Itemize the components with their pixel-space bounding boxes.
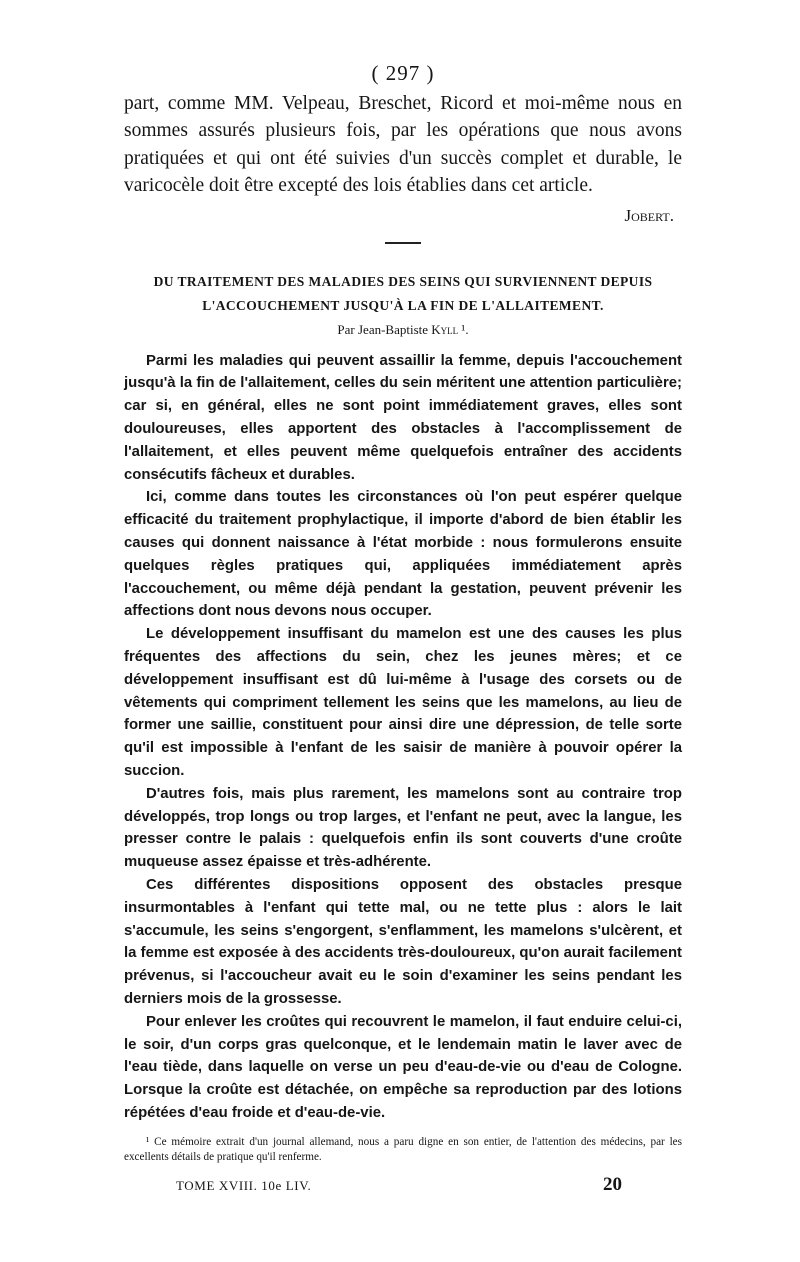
page-footer [124, 1174, 682, 1196]
section-divider [385, 242, 421, 244]
volume-signature: TOME XVIII. 10e LIV. [176, 1177, 312, 1193]
article-title-line-1: DU TRAITEMENT DES MALADIES DES SEINS QUI SURVIENNENT DEPUIS [153, 273, 653, 289]
byline-author: Kyll [431, 321, 459, 337]
article-title-line-2: L'ACCOUCHEMENT JUSQU'À LA FIN DE L'ALLAITEMENT. [202, 297, 604, 313]
body-paragraph-6: Pour enlever les croûtes qui recouvrent le mamelon, il faut enduire celui-ci, le soir, d'un corps gras quelconque, et le lendemain matin le laver avec de l'eau tiède, dans laquelle on verse un peu d'eau-de-vie ou d'eau de Cologne. Lorsque la croûte est détachée, on empêche sa reproduction par des lotions répétées d'eau froide et d'eau-de-vie. [124, 1013, 682, 1121]
body-paragraph-3: Le développement insuffisant du mamelon est une des causes les plus fréquentes des affections du sein, chez les jeunes mères; et ce développement insuffisant est dû lui-même à l'usage des corsets ou de vêtements qui compriment tellement les seins que les mamelons, au lieu de former une saillie, constituent pour ainsi dire une dépression, de telle sorte qu'il est impossible à l'enfant de les saisir de manière à pouvoir opérer la succion. [124, 626, 682, 779]
byline-prefix: Par Jean-Baptiste [337, 321, 429, 337]
article-byline [124, 318, 682, 342]
sheet-number: 20 [603, 1173, 622, 1195]
book-page [124, 58, 682, 1196]
footnote-reference: ¹. [461, 321, 469, 337]
article-body [124, 350, 682, 1125]
page-number: ( 297 ) [371, 61, 435, 85]
article-header [124, 270, 682, 342]
intro-paragraph: part, comme MM. Velpeau, Breschet, Ricord et moi-même nous en sommes assurés plusieurs fois, par les opérations que nous avons pratiquées et qui ont été suivies d'un succès complet et durable, le varicocèle doit être excepté des lois établies dans cet article. [124, 93, 682, 197]
body-paragraph-2: Ici, comme dans toutes les circonstances où l'on peut espérer quelque efficacité du traitement prophylactique, il importe d'abord de bien établir les causes qui donnent naissance à l'état morbide : nous formulerons ensuite quelques règles pratiques qui, appliquées immédiatement après l'accouchement, ou même déjà pendant la gestation, peuvent prévenir les affections dont nous devons nous occuper. [124, 489, 682, 620]
body-paragraph-5: Ces différentes dispositions opposent des obstacles presque insurmontables à l'enfant qui tette mal, ou ne tette plus : alors le lait s'accumule, les seins s'engorgent, s'enflamment, les mamelons s'ulcèrent, et la femme est exposée à des accidents très-douloureux, qu'on aurait facilement prévenus, si l'accoucheur avait eu le soin d'examiner les seins pendant les derniers mois de la grossesse. [124, 876, 682, 1007]
body-paragraph-1: Parmi les maladies qui peuvent assaillir la femme, depuis l'accouchement jusqu'à la fin de l'allaitement, celles du sein méritent une attention particulière; car si, en général, elles ne sont point immédiatement graves, elles sont douloureuses, elles apportent des obstacles à l'accomplissement de l'allaitement, et elles peuvent même quelquefois entraîner des accidents consécutifs fâcheux et durables. [124, 352, 682, 483]
body-paragraph-4: D'autres fois, mais plus rarement, les mamelons sont au contraire trop développés, trop longs ou trop larges, et l'enfant ne peut, avec la langue, les presser contre le palais : quelquefois enfin ils sont couverts d'une croûte muqueuse assez épaisse et très-adhérente. [124, 785, 682, 871]
author-signature: Jobert. [624, 205, 674, 225]
footnote: ¹ Ce mémoire extrait d'un journal allemand, nous a paru digne en son entier, de l'attention des médecins, par les excellents détails de pratique qu'il renferme. [124, 1135, 682, 1164]
